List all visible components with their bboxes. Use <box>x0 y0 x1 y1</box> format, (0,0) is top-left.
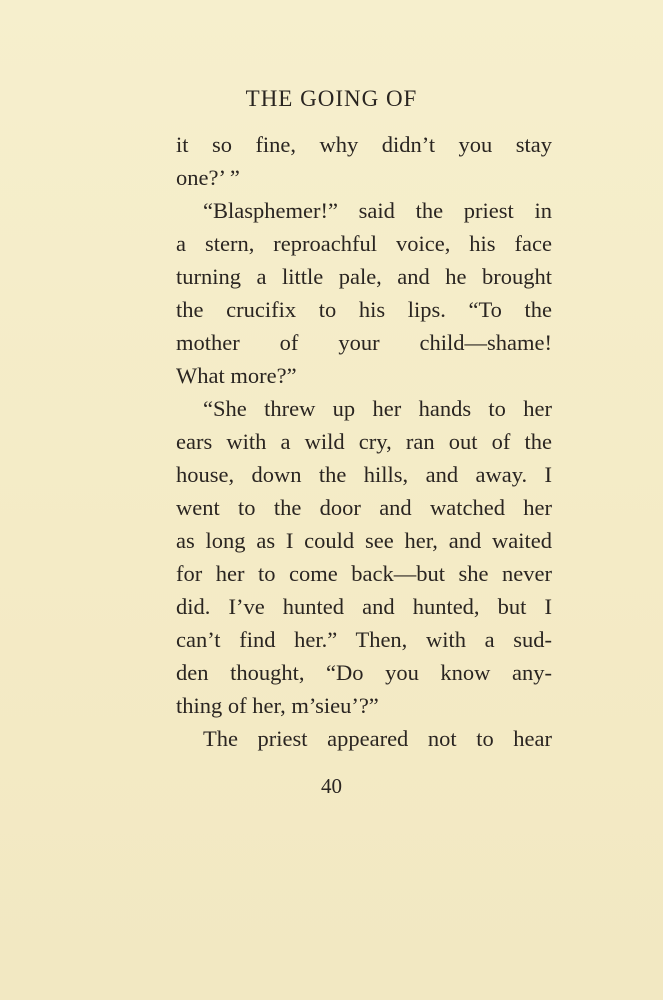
text-line: mother of your child—shame! <box>176 330 552 355</box>
text-line: a stern, reproachful voice, his face <box>176 231 552 256</box>
text-line: turning a little pale, and he brought <box>176 264 552 289</box>
text-line: went to the door and watched her <box>176 495 552 520</box>
text-line: What more?” <box>176 363 297 388</box>
text-line: as long as I could see her, and waited <box>176 528 552 553</box>
text-line: it so fine, why didn’t you stay <box>176 132 552 157</box>
text-line: did. I’ve hunted and hunted, but I <box>176 594 552 619</box>
text-line: “She threw up her hands to her <box>203 396 552 421</box>
page-number: 40 <box>321 774 342 798</box>
text-line: the crucifix to his lips. “To the <box>176 297 552 322</box>
text-line: The priest appeared not to hear <box>203 726 552 751</box>
body-text <box>176 128 552 755</box>
running-head: THE GOING OF <box>245 86 418 111</box>
text-line: ears with a wild cry, ran out of the <box>176 429 552 454</box>
text-line: can’t find her.” Then, with a sud- <box>176 627 552 652</box>
text-line: den thought, “Do you know any- <box>176 660 552 685</box>
text-line: for her to come back—but she never <box>176 561 552 586</box>
text-line: one?’ ” <box>176 165 240 190</box>
text-line: thing of her, m’sieu’?” <box>176 693 379 718</box>
text-line: “Blasphemer!” said the priest in <box>203 198 552 223</box>
text-line: house, down the hills, and away. I <box>176 462 552 487</box>
